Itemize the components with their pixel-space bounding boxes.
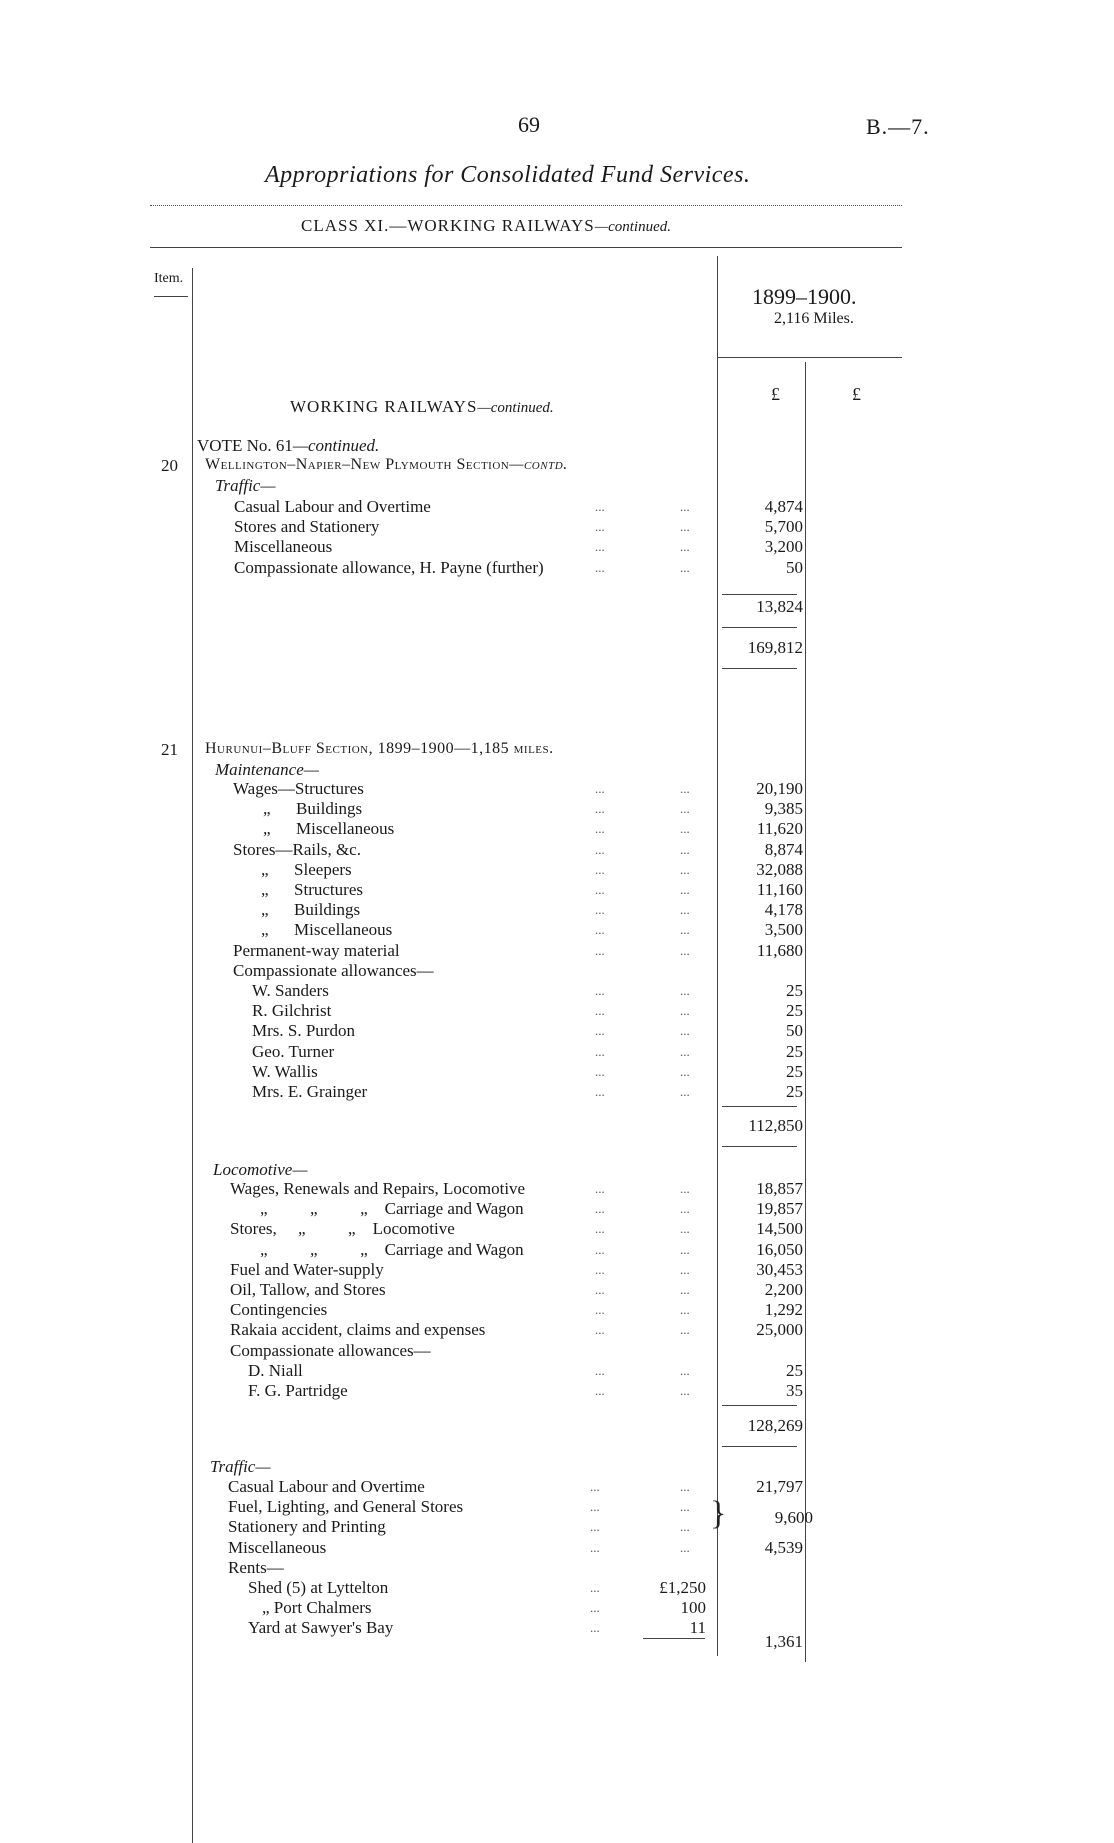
item-header-underline bbox=[154, 296, 188, 297]
row-amount: 25 bbox=[786, 981, 803, 1000]
leader-dots: ... bbox=[595, 1084, 605, 1099]
row-label: „ Buildings bbox=[261, 900, 361, 920]
row-amount: 25 bbox=[786, 1360, 803, 1380]
subtotal-rule bbox=[722, 1405, 797, 1406]
rent-row bbox=[0, 1598, 1114, 1618]
row-label: F. G. Partridge bbox=[248, 1381, 348, 1400]
row-amount: 25,000 bbox=[756, 1320, 803, 1340]
leader-dots: ... bbox=[680, 1362, 690, 1378]
miles-header: 2,116 Miles. bbox=[774, 310, 854, 327]
row-label: Compassionate allowances— bbox=[233, 960, 434, 980]
leader-dots: ... bbox=[680, 942, 690, 958]
leader-dots: ... bbox=[590, 1499, 600, 1515]
leader-dots: ... bbox=[595, 1322, 605, 1338]
row-amount: 4,539 bbox=[764, 1537, 803, 1557]
leader-dots: ... bbox=[595, 1221, 605, 1237]
rent-row bbox=[0, 1578, 1114, 1598]
item-number: 21 bbox=[161, 740, 178, 759]
row-amount: 8,874 bbox=[764, 839, 803, 859]
row-amount: 3,200 bbox=[764, 537, 803, 557]
vote-title: VOTE No. 61—continued. bbox=[197, 436, 380, 455]
row-amount: 21,797 bbox=[756, 1477, 803, 1496]
table-row bbox=[0, 981, 1114, 1001]
leader-dots: ... bbox=[590, 1580, 600, 1595]
row-label: Rents— bbox=[228, 1557, 284, 1577]
row-label: Casual Labour and Overtime bbox=[228, 1477, 425, 1496]
leader-dots: ... bbox=[680, 1261, 690, 1277]
table-row bbox=[0, 1042, 1114, 1062]
table-row bbox=[0, 537, 1114, 557]
total-rule-bottom bbox=[722, 668, 797, 669]
table-row bbox=[0, 1082, 1114, 1102]
leader-dots: ... bbox=[680, 1201, 690, 1217]
table-row bbox=[0, 1062, 1114, 1082]
row-amount: 11,680 bbox=[756, 940, 803, 960]
subtotal-rule bbox=[722, 594, 797, 595]
row-label: Shed (5) at Lyttelton bbox=[248, 1578, 389, 1597]
table-row bbox=[0, 558, 1114, 578]
page-number: 69 bbox=[518, 112, 540, 137]
leader-dots: ... bbox=[680, 801, 690, 817]
leader-dots: ... bbox=[595, 882, 605, 897]
leader-dots: ... bbox=[680, 1479, 690, 1494]
row-label: Wages, Renewals and Repairs, Locomotive bbox=[230, 1179, 526, 1198]
leader-dots: ... bbox=[590, 1600, 600, 1616]
leader-dots: ... bbox=[595, 539, 605, 555]
row-label: Fuel, Lighting, and General Stores bbox=[228, 1497, 464, 1517]
class-rule bbox=[150, 247, 902, 248]
leader-dots: ... bbox=[680, 821, 690, 837]
row-amount: 9,385 bbox=[764, 799, 803, 819]
table-row bbox=[0, 497, 1114, 517]
table-row bbox=[0, 1558, 1114, 1578]
leader-dots: ... bbox=[680, 841, 690, 857]
row-label: „ Buildings bbox=[263, 799, 363, 819]
row-amount: 14,500 bbox=[756, 1219, 803, 1239]
row-label: Compassionate allowances— bbox=[230, 1340, 431, 1360]
locomotive-subtotal: 128,269 bbox=[747, 1416, 803, 1435]
row-label: „ Port Chalmers bbox=[262, 1598, 372, 1618]
row-label: Stores, „ „ Locomotive bbox=[230, 1219, 455, 1239]
braced-amount: 9,600 bbox=[774, 1508, 813, 1527]
table-row bbox=[0, 1497, 1114, 1517]
leader-dots: ... bbox=[680, 1322, 690, 1338]
leader-dots: ... bbox=[680, 902, 690, 918]
leader-dots: ... bbox=[680, 519, 690, 535]
leader-dots: ... bbox=[680, 499, 690, 514]
leader-dots: ... bbox=[595, 1241, 605, 1257]
page-title: Appropriations for Consolidated Fund Services. bbox=[265, 162, 751, 188]
table-row bbox=[0, 779, 1114, 799]
row-label: Mrs. S. Purdon bbox=[252, 1021, 355, 1041]
table-row bbox=[0, 961, 1114, 981]
leader-dots: ... bbox=[680, 1539, 690, 1555]
leader-dots: ... bbox=[680, 1282, 690, 1297]
table-row bbox=[0, 819, 1114, 839]
row-label: „ „ „ Carriage and Wagon bbox=[260, 1239, 524, 1259]
leader-dots: ... bbox=[595, 1383, 605, 1398]
table-row bbox=[0, 1341, 1114, 1361]
leader-dots: ... bbox=[595, 942, 605, 958]
row-amount: 3,500 bbox=[764, 920, 803, 940]
table-row bbox=[0, 1219, 1114, 1239]
table-row bbox=[0, 1538, 1114, 1558]
section-title: Hurunui–Bluff Section, 1899–1900—1,185 miles. bbox=[205, 740, 554, 757]
leader-dots: ... bbox=[595, 861, 605, 877]
row-label: D. Niall bbox=[248, 1360, 303, 1380]
row-amount: 19,857 bbox=[756, 1199, 803, 1219]
row-label: W. Sanders bbox=[252, 981, 329, 1000]
subtotal-rule bbox=[722, 1106, 797, 1107]
leader-dots: ... bbox=[680, 1499, 690, 1515]
rents-total: 1,361 bbox=[764, 1632, 803, 1651]
row-label: Casual Labour and Overtime bbox=[234, 497, 431, 516]
table-row bbox=[0, 1361, 1114, 1381]
table-row bbox=[0, 840, 1114, 860]
item-number: 20 bbox=[161, 456, 178, 475]
table-row bbox=[0, 860, 1114, 880]
table-row bbox=[0, 517, 1114, 537]
currency-symbol-2: £ bbox=[852, 384, 861, 404]
class-heading: CLASS XI.—WORKING RAILWAYS—continued. bbox=[301, 216, 672, 235]
traffic-label: Traffic— bbox=[215, 476, 276, 495]
year-header-rule bbox=[717, 357, 902, 358]
traffic-label: Traffic— bbox=[210, 1457, 271, 1476]
leader-dots: ... bbox=[680, 1084, 690, 1099]
leader-dots: ... bbox=[595, 1201, 605, 1217]
row-label: Contingencies bbox=[230, 1300, 328, 1320]
leader-dots: ... bbox=[680, 882, 690, 897]
row-label: Permanent-way material bbox=[233, 940, 400, 960]
leader-dots: ... bbox=[595, 519, 605, 535]
leader-dots: ... bbox=[590, 1519, 600, 1535]
row-amount: 1,292 bbox=[764, 1300, 803, 1320]
row-amount: 35 bbox=[786, 1381, 803, 1400]
leader-dots: ... bbox=[595, 1003, 605, 1019]
table-row bbox=[0, 799, 1114, 819]
leader-dots: ... bbox=[680, 1181, 690, 1196]
row-label: „ Sleepers bbox=[261, 859, 352, 879]
row-amount: 20,190 bbox=[756, 779, 803, 798]
row-label: „ Miscellaneous bbox=[261, 920, 393, 940]
rent-amount: 100 bbox=[680, 1598, 706, 1618]
item20-total: 169,812 bbox=[747, 638, 803, 657]
leader-dots: ... bbox=[595, 1302, 605, 1318]
maintenance-subtotal: 112,850 bbox=[748, 1116, 803, 1135]
row-amount: 25 bbox=[786, 1061, 803, 1081]
row-amount: 50 bbox=[786, 557, 803, 577]
row-label: Miscellaneous bbox=[228, 1537, 327, 1557]
row-amount: 11,160 bbox=[756, 880, 803, 899]
row-amount: 30,453 bbox=[756, 1259, 803, 1279]
leader-dots: ... bbox=[595, 1261, 605, 1277]
row-amount: 16,050 bbox=[756, 1239, 803, 1259]
leader-dots: ... bbox=[680, 1221, 690, 1237]
row-label: Compassionate allowance, H. Payne (further) bbox=[234, 557, 544, 577]
total-rule bbox=[722, 627, 797, 628]
item20-subtotal: 13,824 bbox=[756, 597, 803, 616]
table-row bbox=[0, 1320, 1114, 1340]
row-amount: 32,088 bbox=[756, 859, 803, 879]
leader-dots: ... bbox=[595, 841, 605, 857]
item-column-header: Item. bbox=[154, 271, 184, 286]
leader-dots: ... bbox=[680, 861, 690, 877]
leader-dots: ... bbox=[595, 821, 605, 837]
table-row bbox=[0, 900, 1114, 920]
row-label: Wages—Structures bbox=[233, 779, 364, 798]
leader-dots: ... bbox=[680, 1383, 690, 1398]
row-amount: 5,700 bbox=[764, 517, 803, 537]
document-reference: B.—7. bbox=[866, 114, 930, 139]
table-row bbox=[0, 1199, 1114, 1219]
header-rule bbox=[150, 205, 902, 206]
row-label: Fuel and Water-supply bbox=[230, 1259, 384, 1279]
row-label: Stationery and Printing bbox=[228, 1517, 386, 1537]
leader-dots: ... bbox=[595, 1282, 605, 1297]
rents-rule bbox=[643, 1638, 705, 1639]
row-label: Stores and Stationery bbox=[234, 517, 380, 537]
table-row bbox=[0, 1517, 1114, 1537]
table-row bbox=[0, 1001, 1114, 1021]
leader-dots: ... bbox=[595, 781, 605, 796]
leader-dots: ... bbox=[680, 1023, 690, 1039]
leader-dots: ... bbox=[680, 539, 690, 555]
leader-dots: ... bbox=[595, 983, 605, 998]
leader-dots: ... bbox=[680, 983, 690, 998]
table-row bbox=[0, 1021, 1114, 1041]
leader-dots: ... bbox=[680, 1063, 690, 1079]
row-label: Miscellaneous bbox=[234, 537, 333, 557]
table-row bbox=[0, 1280, 1114, 1300]
row-amount: 50 bbox=[786, 1021, 803, 1041]
leader-dots: ... bbox=[595, 1181, 605, 1196]
maintenance-label: Maintenance— bbox=[215, 760, 319, 779]
table-row bbox=[0, 941, 1114, 961]
table-row bbox=[0, 1260, 1114, 1280]
year-header: 1899–1900. bbox=[752, 284, 857, 309]
brace-icon: } bbox=[710, 1495, 727, 1532]
leader-dots: ... bbox=[680, 1519, 690, 1535]
leader-dots: ... bbox=[595, 1043, 605, 1059]
leader-dots: ... bbox=[595, 922, 605, 938]
table-row bbox=[0, 920, 1114, 940]
leader-dots: ... bbox=[680, 1043, 690, 1059]
table-row bbox=[0, 880, 1114, 900]
table-row bbox=[0, 1381, 1114, 1401]
leader-dots: ... bbox=[590, 1620, 600, 1636]
row-label: W. Wallis bbox=[252, 1061, 318, 1081]
leader-dots: ... bbox=[590, 1479, 600, 1494]
row-label: Rakaia accident, claims and expenses bbox=[230, 1320, 486, 1340]
currency-symbol-1: £ bbox=[771, 384, 780, 404]
leader-dots: ... bbox=[590, 1539, 600, 1555]
leader-dots: ... bbox=[595, 559, 605, 575]
row-label: „ „ „ Carriage and Wagon bbox=[260, 1199, 524, 1219]
subtotal-rule-bottom bbox=[722, 1146, 797, 1147]
table-row bbox=[0, 1240, 1114, 1260]
row-label: Stores—Rails, &c. bbox=[233, 839, 361, 859]
rent-amount: £1,250 bbox=[659, 1578, 706, 1597]
leader-dots: ... bbox=[595, 801, 605, 817]
section-heading: WORKING RAILWAYS—continued. bbox=[290, 397, 554, 416]
rent-amount: 11 bbox=[689, 1618, 706, 1638]
row-label: „ Miscellaneous bbox=[263, 819, 395, 839]
locomotive-label: Locomotive— bbox=[213, 1160, 308, 1179]
leader-dots: ... bbox=[680, 1302, 690, 1318]
leader-dots: ... bbox=[595, 1362, 605, 1378]
row-label: Mrs. E. Grainger bbox=[252, 1082, 368, 1101]
leader-dots: ... bbox=[680, 559, 690, 575]
leader-dots: ... bbox=[595, 499, 605, 514]
row-amount: 18,857 bbox=[756, 1179, 803, 1198]
leader-dots: ... bbox=[595, 1023, 605, 1039]
row-amount: 25 bbox=[786, 1082, 803, 1101]
leader-dots: ... bbox=[680, 1003, 690, 1019]
row-amount: 2,200 bbox=[764, 1280, 803, 1299]
section-title: Wellington–Napier–New Plymouth Section—contd. bbox=[205, 456, 568, 473]
leader-dots: ... bbox=[595, 902, 605, 918]
row-label: Oil, Tallow, and Stores bbox=[230, 1280, 386, 1299]
row-amount: 4,178 bbox=[764, 900, 803, 920]
row-label: Geo. Turner bbox=[252, 1041, 335, 1061]
row-label: „ Structures bbox=[261, 880, 363, 899]
row-amount: 4,874 bbox=[764, 497, 803, 516]
rent-row bbox=[0, 1618, 1114, 1638]
row-amount: 25 bbox=[786, 1001, 803, 1021]
subtotal-rule-bottom bbox=[722, 1446, 797, 1447]
table-row bbox=[0, 1300, 1114, 1320]
row-amount: 25 bbox=[786, 1041, 803, 1061]
table-row bbox=[0, 1477, 1114, 1497]
table-row bbox=[0, 1179, 1114, 1199]
leader-dots: ... bbox=[680, 781, 690, 796]
row-label: Yard at Sawyer's Bay bbox=[248, 1618, 394, 1638]
row-label: R. Gilchrist bbox=[252, 1001, 332, 1021]
leader-dots: ... bbox=[680, 922, 690, 938]
leader-dots: ... bbox=[595, 1063, 605, 1079]
row-amount: 11,620 bbox=[756, 819, 803, 839]
leader-dots: ... bbox=[680, 1241, 690, 1257]
